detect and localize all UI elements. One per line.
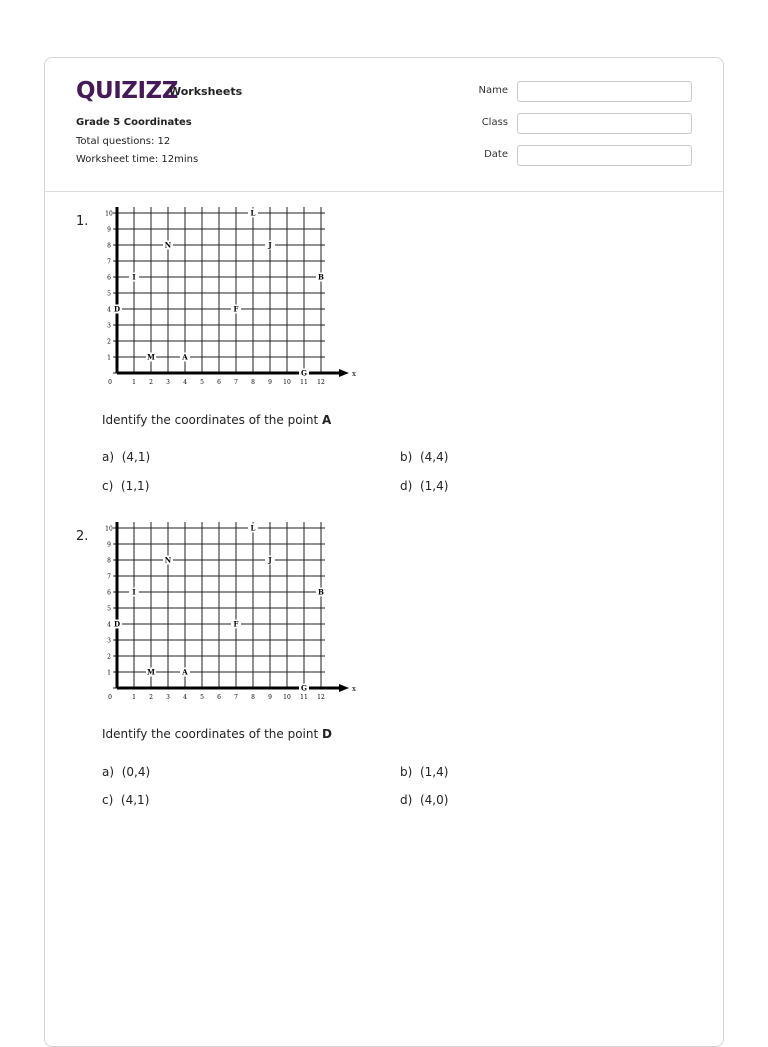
point-label: L bbox=[250, 523, 256, 533]
point-label: J bbox=[268, 555, 272, 565]
name-field[interactable] bbox=[517, 81, 692, 102]
x-tick-label: 6 bbox=[217, 379, 221, 386]
y-tick-label: 9 bbox=[107, 226, 111, 234]
x-tick-label: 0 bbox=[108, 694, 112, 701]
y-tick-label: 7 bbox=[107, 258, 111, 266]
y-tick-label: 9 bbox=[107, 541, 111, 549]
x-tick-label: 4 bbox=[183, 694, 187, 701]
point-label: M bbox=[147, 667, 155, 677]
coordinate-grid bbox=[101, 523, 356, 713]
option-a[interactable]: a) (0,4) bbox=[102, 765, 151, 779]
x-tick-label: 12 bbox=[317, 379, 325, 386]
option-b[interactable]: b) (1,4) bbox=[400, 765, 449, 779]
x-tick-label: 5 bbox=[200, 379, 204, 386]
x-tick-label: 1 bbox=[132, 694, 136, 701]
name-label: Name bbox=[478, 85, 508, 96]
x-tick-label: 12 bbox=[317, 694, 325, 701]
x-tick-label: 2 bbox=[149, 379, 153, 386]
y-tick-label: 5 bbox=[107, 605, 111, 613]
logo-subtitle: Worksheets bbox=[169, 85, 243, 98]
x-tick-label: 11 bbox=[300, 379, 308, 386]
option-d[interactable]: d) (4,0) bbox=[400, 793, 449, 807]
question-text: Identify the coordinates of the point D bbox=[102, 727, 332, 741]
point-label: J bbox=[268, 240, 272, 250]
y-tick-label: 6 bbox=[107, 589, 111, 597]
point-label: I bbox=[132, 272, 136, 282]
y-tick-label: 1 bbox=[107, 354, 111, 362]
y-tick-label: 6 bbox=[107, 274, 111, 282]
y-tick-label: 1 bbox=[107, 669, 111, 677]
quizizz-logo: QUIZIZZ bbox=[76, 78, 178, 104]
worksheet-title: Grade 5 Coordinates bbox=[76, 117, 192, 128]
y-tick-label: 3 bbox=[107, 322, 111, 330]
point-label: F bbox=[233, 619, 239, 629]
worksheet-time: Worksheet time: 12mins bbox=[76, 154, 199, 165]
x-tick-label: 5 bbox=[200, 694, 204, 701]
point-label: I bbox=[132, 587, 136, 597]
option-d[interactable]: d) (1,4) bbox=[400, 479, 449, 493]
total-questions: Total questions: 12 bbox=[76, 136, 171, 147]
x-tick-label: 3 bbox=[166, 694, 170, 701]
x-tick-label: 4 bbox=[183, 379, 187, 386]
point-label: L bbox=[250, 208, 256, 218]
y-tick-label: 10 bbox=[105, 525, 113, 533]
x-tick-label: 11 bbox=[300, 694, 308, 701]
x-tick-label: 2 bbox=[149, 694, 153, 701]
point-label: D bbox=[113, 619, 121, 629]
x-tick-label: 7 bbox=[234, 379, 238, 386]
x-tick-label: 10 bbox=[283, 694, 291, 701]
coordinate-grid bbox=[101, 208, 356, 398]
point-label: F bbox=[233, 304, 239, 314]
y-tick-label: 8 bbox=[107, 242, 111, 250]
date-label: Date bbox=[484, 149, 508, 160]
point-label: B bbox=[318, 272, 324, 282]
y-tick-label: 4 bbox=[107, 621, 111, 629]
y-tick-label: 3 bbox=[107, 637, 111, 645]
point-label: B bbox=[318, 587, 324, 597]
option-c[interactable]: c) (4,1) bbox=[102, 793, 150, 807]
y-tick-label: 8 bbox=[107, 557, 111, 565]
class-field[interactable] bbox=[517, 113, 692, 134]
x-axis-arrow bbox=[339, 369, 349, 377]
x-axis-label: x bbox=[352, 685, 356, 693]
x-axis-label: x bbox=[352, 370, 356, 378]
x-tick-label: 9 bbox=[268, 379, 272, 386]
x-tick-label: 10 bbox=[283, 379, 291, 386]
point-label: A bbox=[182, 352, 188, 362]
point-label: M bbox=[147, 352, 155, 362]
x-tick-label: 8 bbox=[251, 694, 255, 701]
date-field[interactable] bbox=[517, 145, 692, 166]
point-label: G bbox=[301, 683, 307, 693]
option-b[interactable]: b) (4,4) bbox=[400, 450, 449, 464]
option-c[interactable]: c) (1,1) bbox=[102, 479, 150, 493]
x-axis-arrow bbox=[339, 684, 349, 692]
option-a[interactable]: a) (4,1) bbox=[102, 450, 151, 464]
x-tick-label: 8 bbox=[251, 379, 255, 386]
y-tick-label: 4 bbox=[107, 306, 111, 314]
point-label: G bbox=[301, 368, 307, 378]
worksheet-card bbox=[44, 57, 724, 1047]
point-label: N bbox=[164, 240, 172, 250]
question-number: 2. bbox=[76, 529, 89, 544]
x-tick-label: 9 bbox=[268, 694, 272, 701]
x-tick-label: 0 bbox=[108, 379, 112, 386]
question-text: Identify the coordinates of the point A bbox=[102, 413, 332, 427]
point-label: A bbox=[182, 667, 188, 677]
class-label: Class bbox=[481, 117, 508, 128]
y-tick-label: 2 bbox=[107, 653, 111, 661]
point-label: D bbox=[113, 304, 121, 314]
x-tick-label: 6 bbox=[217, 694, 221, 701]
question-number: 1. bbox=[76, 214, 89, 229]
y-tick-label: 2 bbox=[107, 338, 111, 346]
x-tick-label: 1 bbox=[132, 379, 136, 386]
y-tick-label: 10 bbox=[105, 210, 113, 218]
x-tick-label: 3 bbox=[166, 379, 170, 386]
x-tick-label: 7 bbox=[234, 694, 238, 701]
y-tick-label: 5 bbox=[107, 290, 111, 298]
point-label: N bbox=[164, 555, 172, 565]
worksheet-header bbox=[45, 58, 723, 192]
y-tick-label: 7 bbox=[107, 573, 111, 581]
